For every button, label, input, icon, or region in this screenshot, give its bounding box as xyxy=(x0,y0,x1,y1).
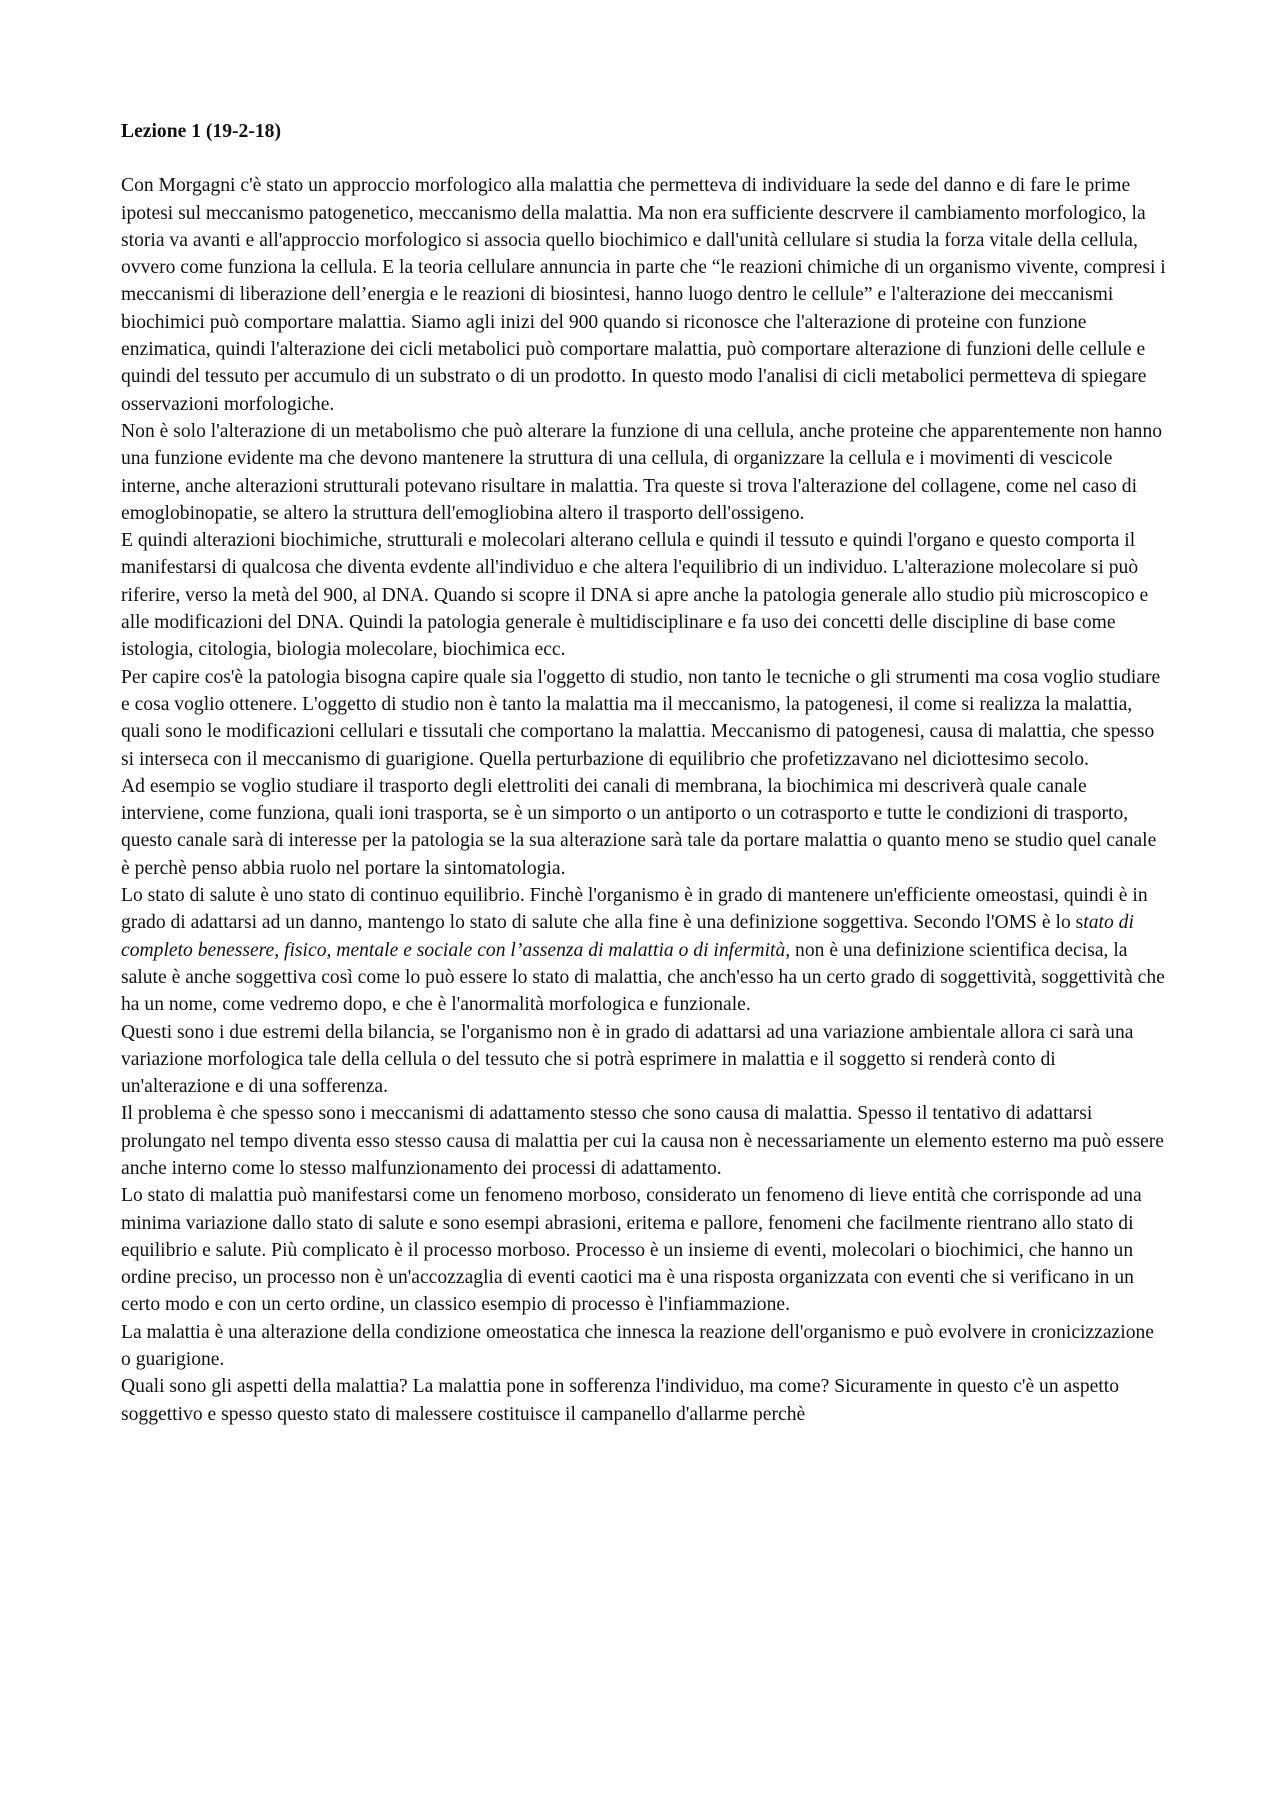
paragraph-6-text-after: non è una definizione scientifica decisa, la salute è anche soggettiva così come lo può essere lo stato di malattia, che anch'esso ha un certo grado di soggettività, soggettività che ha un nome, come vedremo dopo, e che è l'anormalità morfologica e funzionale. xyxy=(121,939,1165,1016)
paragraph-3: E quindi alterazioni biochimiche, strutturali e molecolari alterano cellula e quindi il tessuto e quindi l'organo e questo comporta il manifestarsi di qualcosa che diventa evdente all'individuo e che altera l'equilibrio di un individuo. L'alterazione molecolare si può riferire, verso la metà del 900, al DNA. Quando si scopre il DNA si apre anche la patologia generale allo studio più microscopico e alle modificazioni del DNA. Quindi la patologia generale è multidisciplinare e fa uso dei concetti delle discipline di base come istologia, citologia, biologia molecolare, biochimica ecc. xyxy=(121,530,1149,661)
paragraph-6 xyxy=(121,882,1167,1018)
paragraph-7: Questi sono i due estremi della bilancia, se l'organismo non è in grado di adattarsi ad una variazione ambientale allora ci sarà una variazione morfologica tale della cellula o del tessuto che si potrà esprimere in malattia e il soggetto si renderà conto di un'alterazione e di una sofferenza. xyxy=(121,1021,1134,1098)
document-page xyxy=(121,118,1167,1428)
paragraph-4: Per capire cos'è la patologia bisogna capire quale sia l'oggetto di studio, non tanto le tecniche o gli strumenti ma cosa voglio studiare e cosa voglio ottenere. L'oggetto di studio non è tanto la malattia ma il meccanismo, la patogenesi, il come si realizza la malattia, quali sono le modificazioni cellulari e tissutali che comportano la malattia. Meccanismo di patogenesi, causa di malattia, che spesso si interseca con il meccanismo di guarigione. Quella perturbazione di equilibrio che profetizzavano nel diciottesimo secolo. xyxy=(121,666,1161,770)
lesson-title: Lezione 1 (19-2-18) xyxy=(121,121,281,142)
paragraph-10: La malattia è una alterazione della condizione omeostatica che innesca la reazione dell'organismo e può evolvere in cronicizzazione o guarigione. xyxy=(121,1321,1154,1371)
paragraph-1: Con Morgagni c'è stato un approccio morfologico alla malattia che permetteva di individuare la sede del danno e di fare le prime ipotesi sul meccanismo patogenetico, meccanismo della malattia. Ma non era sufficiente descrvere il cambiamento morfologico, la storia va avanti e all'approccio morfologico si associa quello biochimico e dall'unità cellulare si studia la forza vitale della cellula, ovvero come funziona la cellula. E la teoria cellulare annuncia in parte che “le reazioni chimiche di un organismo vivente, compresi i meccanismi di liberazione dell’energia e le reazioni di biosintesi, hanno luogo dentro le cellule” e l'alterazione dei meccanismi biochimici può comportare malattia. Siamo agli inizi del 900 quando si riconosce che l'alterazione di proteine con funzione enzimatica, quindi l'alterazione dei cicli metabolici può comportare malattia, può comportare alterazione di funzioni delle cellule e quindi del tessuto per accumulo di un substrato o di un prodotto. In questo modo l'analisi di cicli metabolici permetteva di spiegare osservazioni morfologiche. xyxy=(121,175,1166,415)
paragraph-11: Quali sono gli aspetti della malattia? La malattia pone in sofferenza l'individuo, ma come? Sicuramente in questo c'è un aspetto soggettivo e spesso questo stato di malessere costituisce il campanello d'allarme perchè xyxy=(121,1376,1120,1425)
paragraph-9: Lo stato di malattia può manifestarsi come un fenomeno morboso, considerato un fenomeno di lieve entità che corrisponde ad una minima variazione dallo stato di salute e sono esempi abrasioni, eritema e pallore, fenomeni che facilmente rientrano allo stato di equilibrio e salute. Più complicato è il processo morboso. Processo è un insieme di eventi, molecolari o biochimici, che hanno un ordine preciso, un processo non è un'accozzaglia di eventi caotici ma è una risposta organizzata con eventi che si verificano in un certo modo e con un certo ordine, un classico esempio di processo è l'infiammazione. xyxy=(121,1185,1142,1316)
oms-definition-italic: tato di completo benessere, fisico, mentale e sociale con l’assenza di malattia o di infermità, xyxy=(121,912,1134,961)
paragraph-6-text-before: Lo stato di salute è uno stato di continuo equilibrio. Finchè l'organismo è in grado di mantenere un'efficiente omeostasi, quindi è in grado di adattarsi ad un danno, mantengo lo stato di salute che alla fine è una definizione soggettiva. Secondo l'OMS è lo s xyxy=(121,885,1148,934)
paragraph-8: Il problema è che spesso sono i meccanismi di adattamento stesso che sono causa di malattia. Spesso il tentativo di adattarsi prolungato nel tempo diventa esso stesso causa di malattia per cui la causa non è necessariamente un elemento esterno ma può essere anche interno come lo stesso malfunzionamento dei processi di adattamento. xyxy=(121,1103,1165,1179)
paragraph-2: Non è solo l'alterazione di un metabolismo che può alterare la funzione di una cellula, anche proteine che apparentemente non hanno una funzione evidente ma che devono mantenere la struttura di una cellula, di organizzare la cellula e i movimenti di vescicole interne, anche alterazioni strutturali potevano risultare in malattia. Tra queste si trova l'alterazione del collagene, come nel caso di emoglobinopatie, se altero la struttura dell'emogliobina altero il trasporto dell'ossigeno. xyxy=(121,420,1163,524)
paragraph-5: Ad esempio se voglio studiare il trasporto degli elettroliti dei canali di membrana, la biochimica mi descriverà quale canale interviene, come funziona, quali ioni trasporta, se è un simporto o un antiporto o un cotrasporto e tutte le condizioni di trasporto, questo canale sarà di interesse per la patologia se la sua alterazione sarà tale da portare malattia o quanto meno se studio quel canale è perchè penso abbia ruolo nel portare la sintomatologia. xyxy=(121,775,1157,879)
